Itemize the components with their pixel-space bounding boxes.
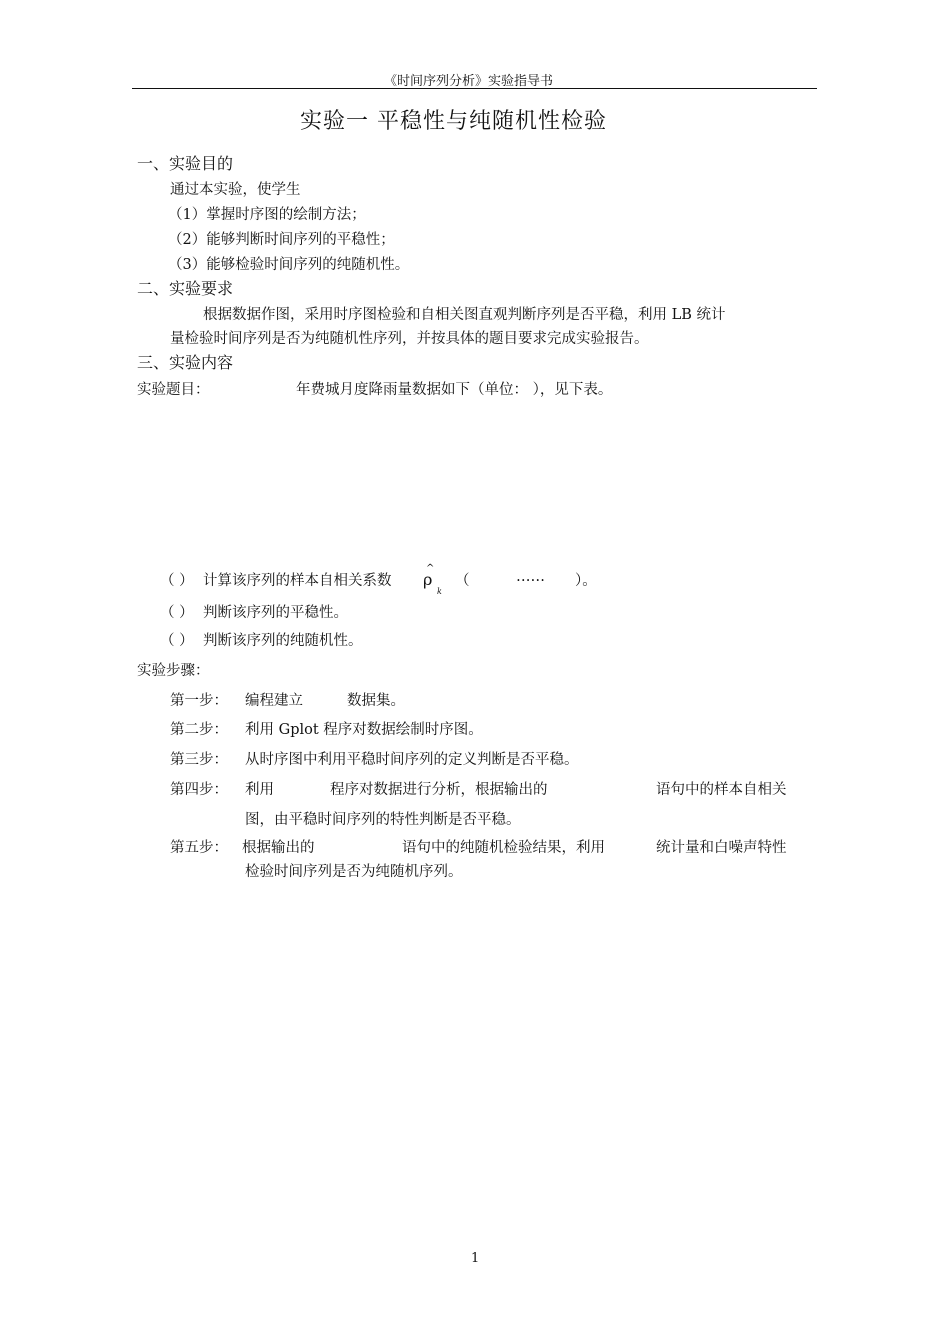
- question-3-text: 判断该序列的纯随机性。: [203, 633, 363, 649]
- step-4-text-a: 利用: [245, 782, 274, 798]
- step-1-label: 第一步：: [170, 693, 228, 709]
- page-number: 1: [471, 1251, 480, 1266]
- step-5-text-c: 统计量和白噪声特性: [656, 840, 787, 856]
- purpose-intro: 通过本实验，使学生: [170, 182, 301, 198]
- question-1-open-paren: （: [455, 573, 470, 589]
- step-5-label: 第五步：: [170, 840, 228, 856]
- topic-text: 年费城月度降雨量数据如下（单位： ），见下表。: [296, 382, 613, 398]
- step-4-line-2: 图，由平稳时间序列的特性判断是否平稳。: [245, 812, 521, 828]
- question-1-number: （ ）: [160, 573, 194, 589]
- steps-label: 实验步骤：: [137, 663, 210, 679]
- header-rule: [132, 88, 817, 89]
- step-2-text: 利用 Gplot 程序对数据绘制时序图。: [245, 722, 483, 738]
- purpose-item-1: （1）掌握时序图的绘制方法；: [168, 207, 366, 223]
- step-4-label: 第四步：: [170, 782, 228, 798]
- step-1-text-b: 数据集。: [347, 693, 405, 709]
- step-4-text-c: 语句中的样本自相关: [656, 782, 787, 798]
- question-1-close-paren: ）。: [575, 573, 597, 589]
- requirement-line-2: 量检验时间序列是否为纯随机性序列，并按具体的题目要求完成实验报告。: [170, 331, 649, 347]
- question-1-ellipsis: ……: [516, 569, 545, 585]
- page-title: 实验一 平稳性与纯随机性检验: [300, 109, 607, 134]
- purpose-item-2: （2）能够判断时间序列的平稳性；: [168, 232, 395, 248]
- section-heading-purpose: 一、实验目的: [137, 154, 234, 173]
- step-1-text-a: 编程建立: [245, 693, 303, 709]
- rho-subscript-k: k: [437, 587, 442, 596]
- step-5-text-a: 根据输出的: [242, 840, 315, 856]
- requirement-line-1: 根据数据作图，采用时序图检验和自相关图直观判断序列是否平稳，利用 LB 统计: [203, 307, 726, 323]
- question-2-text: 判断该序列的平稳性。: [203, 605, 348, 621]
- section-heading-content: 三、实验内容: [137, 353, 234, 372]
- question-1-text: 计算该序列的样本自相关系数: [203, 573, 392, 589]
- step-2-label: 第二步：: [170, 722, 228, 738]
- step-5-line-2: 检验时间序列是否为纯随机序列。: [245, 864, 463, 880]
- step-5-text-b: 语句中的纯随机检验结果，利用: [402, 840, 605, 856]
- section-heading-requirement: 二、实验要求: [137, 279, 234, 298]
- rho-symbol: ρ: [423, 570, 433, 589]
- purpose-item-3: （3）能够检验时间序列的纯随机性。: [168, 257, 410, 273]
- step-3-label: 第三步：: [170, 752, 228, 768]
- step-4-text-b: 程序对数据进行分析，根据输出的: [330, 782, 548, 798]
- question-2-number: （ ）: [160, 605, 194, 621]
- topic-label: 实验题目：: [137, 382, 210, 398]
- step-3-text: 从时序图中利用平稳时间序列的定义判断是否平稳。: [245, 752, 579, 768]
- running-header: 《时间序列分析》实验指导书: [384, 74, 554, 89]
- rho-hat-mark: ^: [426, 563, 435, 574]
- question-3-number: （ ）: [160, 633, 194, 649]
